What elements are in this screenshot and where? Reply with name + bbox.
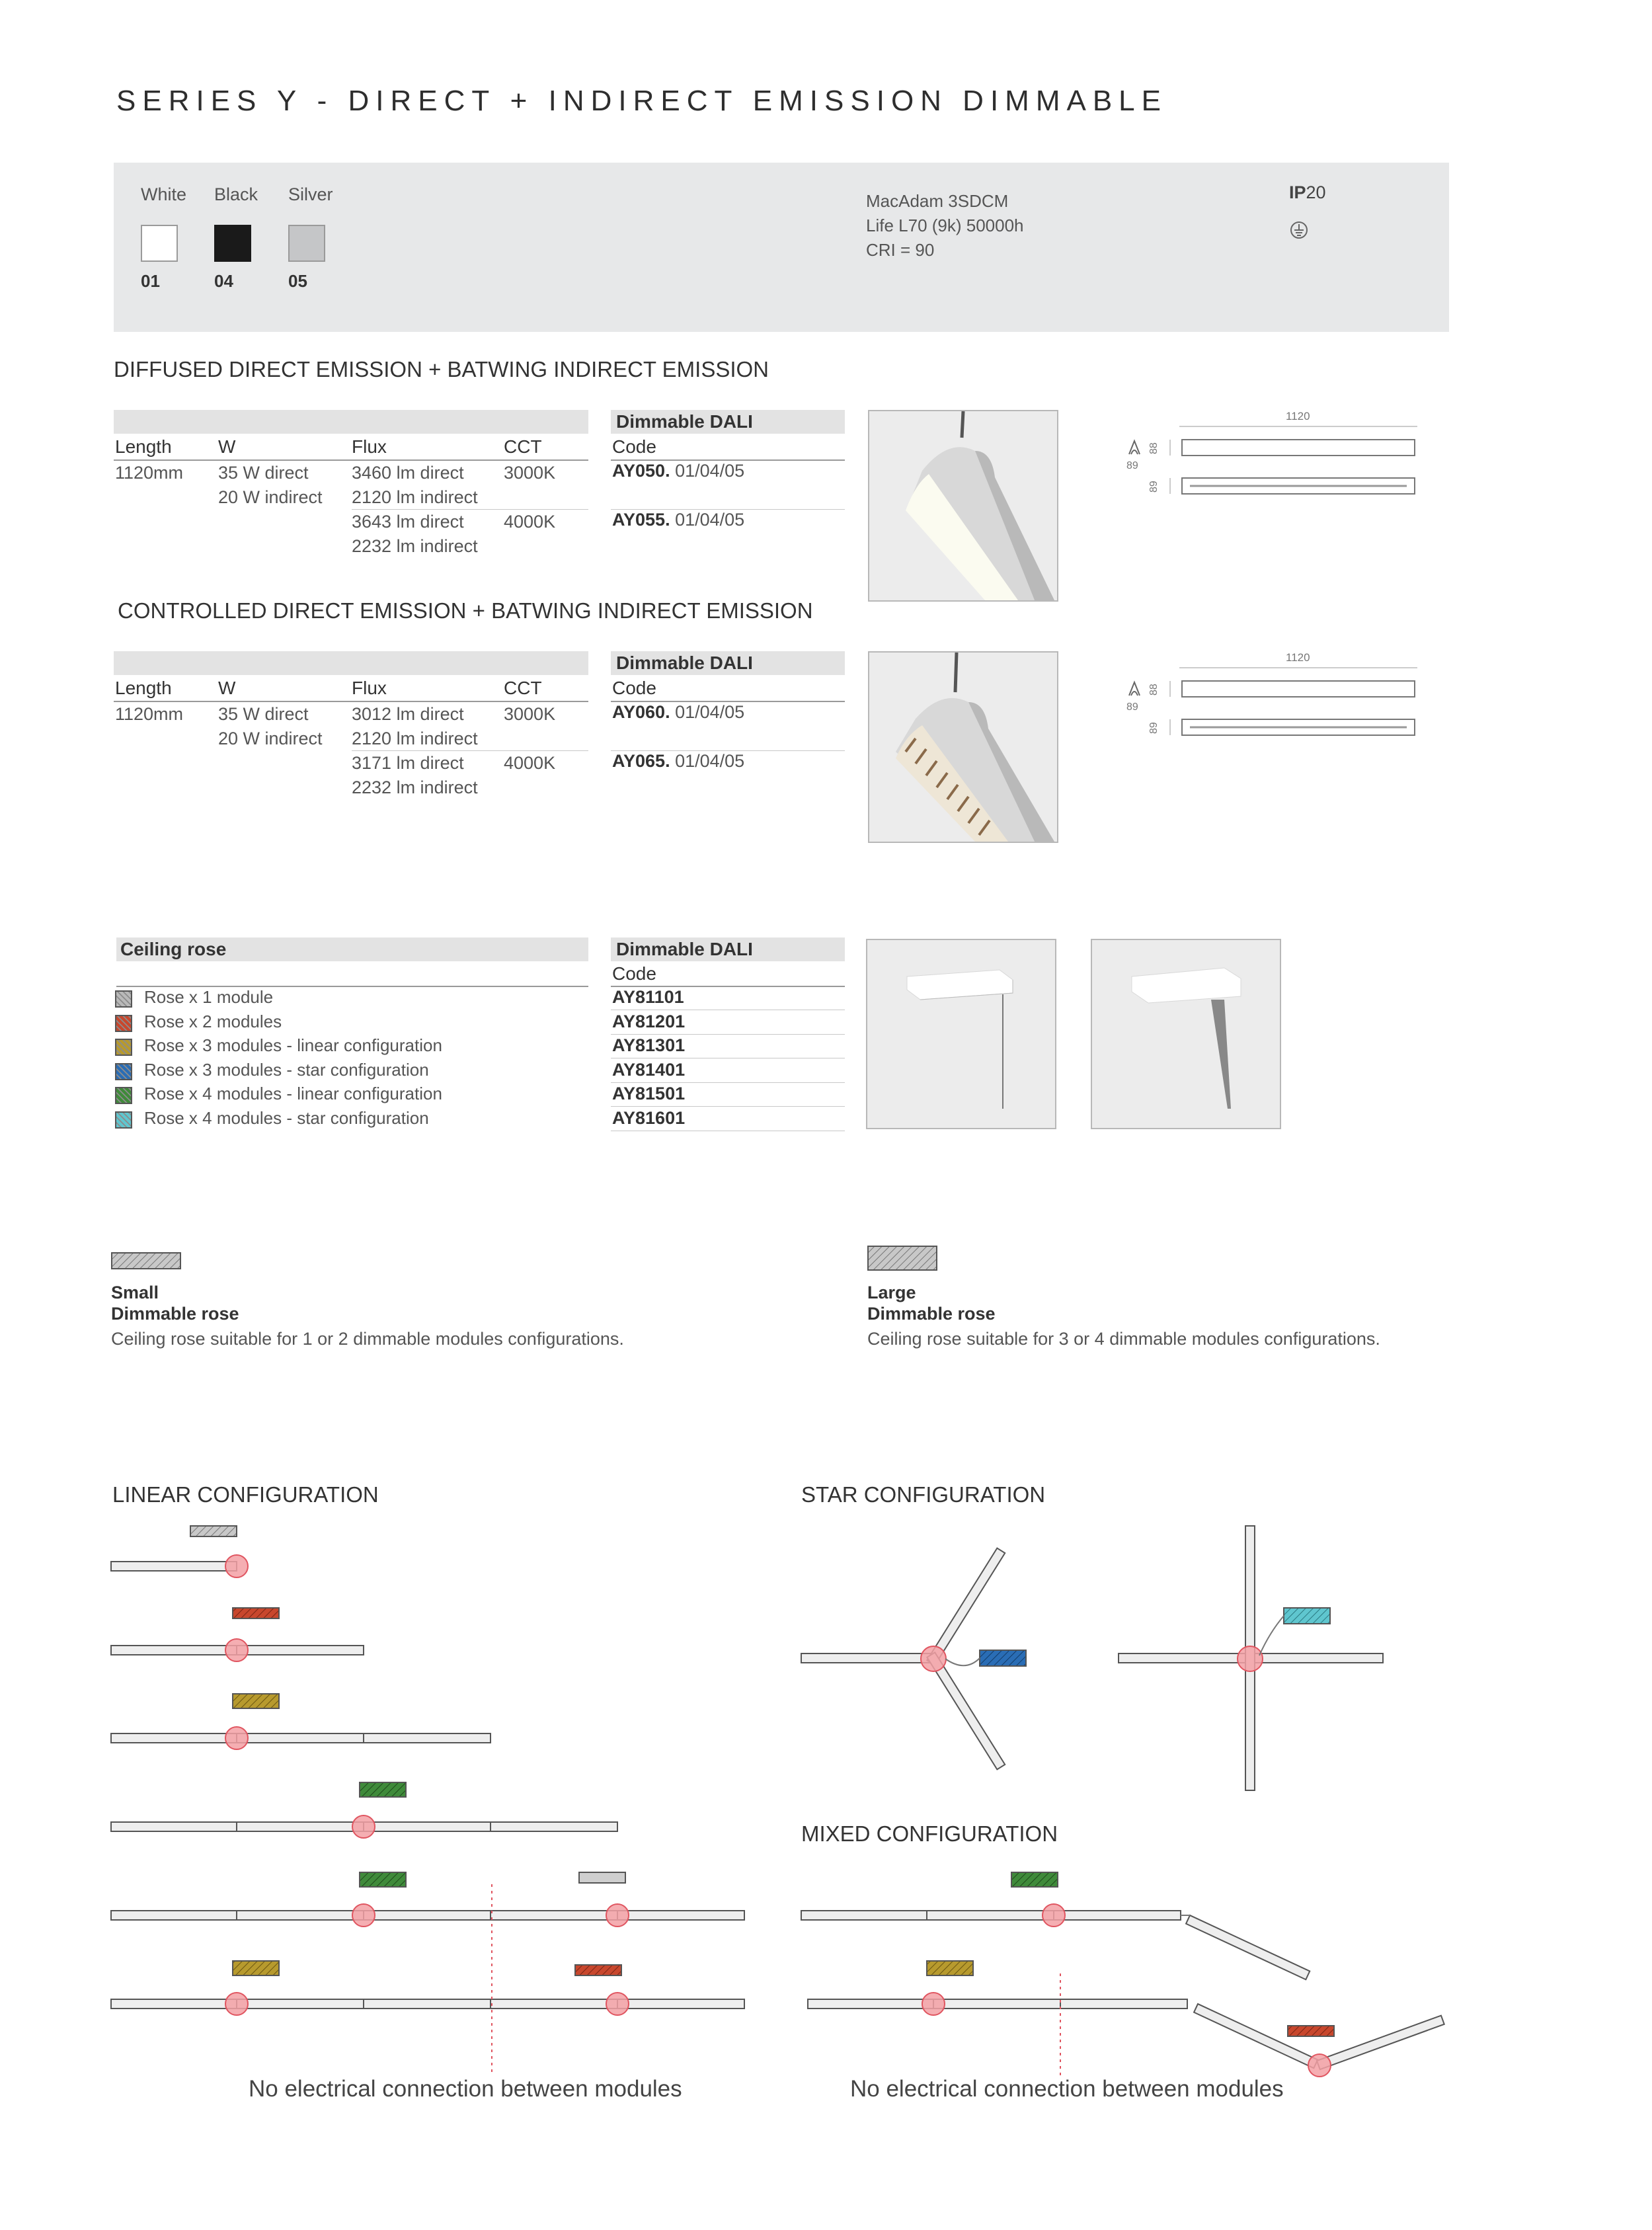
- rose-row-label: Rose x 3 modules - linear configuration: [144, 1035, 442, 1055]
- finish-code-silver: 05: [288, 271, 307, 291]
- s2-r1-code: [612, 702, 744, 723]
- s2-r1-code-bold: AY060.: [612, 702, 670, 722]
- s1-header-bar: [114, 410, 588, 434]
- s1-dali-label: Dimmable DALI: [616, 411, 753, 432]
- s2-col-length: Length: [115, 678, 172, 698]
- small-rose-l1: Small: [111, 1283, 159, 1302]
- s2-col-flux: Flux: [352, 678, 387, 698]
- swatch-white[interactable]: [141, 225, 178, 262]
- ip-prefix: IP: [1289, 182, 1306, 202]
- ceiling-code-label: Code: [612, 963, 656, 984]
- s1-col-w: W: [218, 436, 236, 457]
- s1-r1-flux2: 2120 lm indirect: [352, 487, 478, 507]
- rose-legend-icon: [115, 1015, 132, 1032]
- rose-row-label: Rose x 4 modules - star configuration: [144, 1108, 429, 1128]
- rose-row-divider: [611, 1106, 845, 1107]
- rose-legend-icon: [115, 1063, 132, 1080]
- s1-dim-w: 89: [1126, 460, 1138, 471]
- section1-heading: DIFFUSED DIRECT EMISSION + BATWING INDIRECT EMISSION: [114, 357, 769, 381]
- rose-legend-icon: [115, 1039, 132, 1056]
- s2-r1-code-rest: 01/04/05: [670, 702, 745, 722]
- rose-legend-icon: [115, 1087, 132, 1104]
- s1-r2-code-rest: 01/04/05: [670, 510, 745, 530]
- dimension-drawing-2: [1124, 648, 1428, 747]
- s2-col-code: Code: [612, 678, 656, 698]
- note-linear: No electrical connection between modules: [249, 2076, 682, 2102]
- s1-dim-h2: 89: [1148, 481, 1160, 493]
- s2-dim-w: 89: [1126, 701, 1138, 713]
- s1-col-cct: CCT: [504, 436, 542, 457]
- s1-dim-h1: 88: [1148, 442, 1160, 454]
- s2-dim-len: 1120: [1286, 651, 1310, 664]
- rose-row-label: Rose x 1 module: [144, 987, 274, 1007]
- rose-row-label: Rose x 2 modules: [144, 1012, 282, 1031]
- configuration-diagrams: [0, 1507, 1652, 2102]
- s2-dim-h1: 88: [1148, 684, 1160, 696]
- ceiling-rose-large-image: [1092, 940, 1280, 1128]
- s1-r1-code-rest: 01/04/05: [670, 461, 745, 481]
- spec-life: Life L70 (9k) 50000h: [866, 216, 1024, 235]
- star-config-heading: STAR CONFIGURATION: [801, 1482, 1046, 1507]
- s2-w2: 20 W indirect: [218, 729, 323, 748]
- rose-row-code: AY81401: [612, 1060, 686, 1080]
- s2-dali-label: Dimmable DALI: [616, 653, 753, 673]
- s1-r2-flux2: 2232 lm indirect: [352, 536, 478, 556]
- s2-r2-code-rest: 01/04/05: [670, 751, 745, 771]
- s1-w1: 35 W direct: [218, 463, 309, 483]
- finish-code-black: 04: [214, 271, 233, 291]
- large-rose-swatch: [867, 1246, 940, 1273]
- finish-code-white: 01: [141, 271, 160, 291]
- s1-r2-flux1: 3643 lm direct: [352, 512, 464, 532]
- s2-r2-cct: 4000K: [504, 753, 556, 773]
- rose-row-divider: [611, 1082, 845, 1083]
- large-rose-l1: Large: [867, 1283, 916, 1302]
- luminaire-louvre-image: [869, 653, 1057, 842]
- s2-r1-cct: 3000K: [504, 704, 556, 724]
- section2-heading: CONTROLLED DIRECT EMISSION + BATWING INDIRECT EMISSION: [118, 598, 813, 623]
- mixed-config-heading: MIXED CONFIGURATION: [801, 1821, 1058, 1846]
- product-photo-diffused: [868, 410, 1058, 602]
- s2-r2-flux1: 3171 lm direct: [352, 753, 464, 773]
- note-mixed: No electrical connection between modules: [850, 2076, 1284, 2102]
- s1-w2: 20 W indirect: [218, 487, 323, 507]
- s1-col-length: Length: [115, 436, 172, 457]
- spec-macadam: MacAdam 3SDCM: [866, 191, 1009, 211]
- s1-r1-code: [612, 461, 744, 481]
- s1-r1-cct: 3000K: [504, 463, 556, 483]
- large-rose-desc: Ceiling rose suitable for 3 or 4 dimmable modules configurations.: [867, 1329, 1380, 1349]
- page-title: SERIES Y - DIRECT + INDIRECT EMISSION DIMMABLE: [116, 85, 1167, 117]
- rose-row-code: AY81601: [612, 1108, 686, 1128]
- s1-col-flux: Flux: [352, 436, 387, 457]
- rose-row-code: AY81301: [612, 1035, 686, 1055]
- linear-config-heading: LINEAR CONFIGURATION: [112, 1482, 379, 1507]
- rose-legend-icon: [115, 1111, 132, 1129]
- rose-row-divider: [611, 1034, 845, 1035]
- s2-w1: 35 W direct: [218, 704, 309, 724]
- rose-row-code: AY81501: [612, 1084, 686, 1103]
- rose-row-label: Rose x 4 modules - linear configuration: [144, 1084, 442, 1103]
- dimension-drawing-1: [1124, 407, 1428, 506]
- luminaire-diffused-image: [869, 411, 1057, 600]
- s2-r1-flux2: 2120 lm indirect: [352, 729, 478, 748]
- s2-r2-code-bold: AY065.: [612, 751, 670, 771]
- rose-row-code: AY81101: [612, 987, 684, 1007]
- s1-r2-cct: 4000K: [504, 512, 556, 532]
- s2-r1-flux1: 3012 lm direct: [352, 704, 464, 724]
- rose-row-code: AY81201: [612, 1012, 686, 1031]
- s2-dim-h2: 89: [1148, 722, 1160, 734]
- finish-label-black: Black: [214, 184, 258, 204]
- large-rose-l2: Dimmable rose: [867, 1304, 996, 1324]
- ip-rating: [1289, 182, 1326, 203]
- s1-dim-len: 1120: [1286, 410, 1310, 422]
- spec-cri: CRI = 90: [866, 240, 935, 260]
- finish-label-white: White: [141, 184, 187, 204]
- rose-photo-small: [866, 939, 1056, 1129]
- product-photo-controlled: [868, 651, 1058, 843]
- ceiling-dali-label: Dimmable DALI: [616, 939, 753, 959]
- finish-label-silver: Silver: [288, 184, 333, 204]
- s2-col-cct: CCT: [504, 678, 542, 698]
- earth-ground-icon: [1289, 220, 1309, 240]
- s1-col-code: Code: [612, 436, 656, 457]
- swatch-silver[interactable]: [288, 225, 325, 262]
- s2-length: 1120mm: [115, 704, 184, 724]
- small-rose-swatch: [111, 1252, 182, 1272]
- s1-r2-code-bold: AY055.: [612, 510, 670, 530]
- ceiling-rose-small-image: [867, 940, 1055, 1128]
- s1-r1-flux1: 3460 lm direct: [352, 463, 464, 483]
- rose-photo-large: [1091, 939, 1281, 1129]
- s2-col-w: W: [218, 678, 236, 698]
- ceiling-heading: Ceiling rose: [120, 939, 227, 959]
- rose-row-label: Rose x 3 modules - star configuration: [144, 1060, 429, 1080]
- s1-r1-code-bold: AY050.: [612, 461, 670, 481]
- s2-r2-code: [612, 751, 744, 772]
- s1-r2-code: [612, 510, 744, 530]
- rose-legend-icon: [115, 990, 132, 1008]
- ip-value: 20: [1306, 182, 1326, 202]
- swatch-black[interactable]: [214, 225, 251, 262]
- small-rose-desc: Ceiling rose suitable for 1 or 2 dimmable modules configurations.: [111, 1329, 624, 1349]
- s2-r2-flux2: 2232 lm indirect: [352, 777, 478, 797]
- s1-length: 1120mm: [115, 463, 184, 483]
- s2-header-bar: [114, 651, 588, 675]
- small-rose-l2: Dimmable rose: [111, 1304, 239, 1324]
